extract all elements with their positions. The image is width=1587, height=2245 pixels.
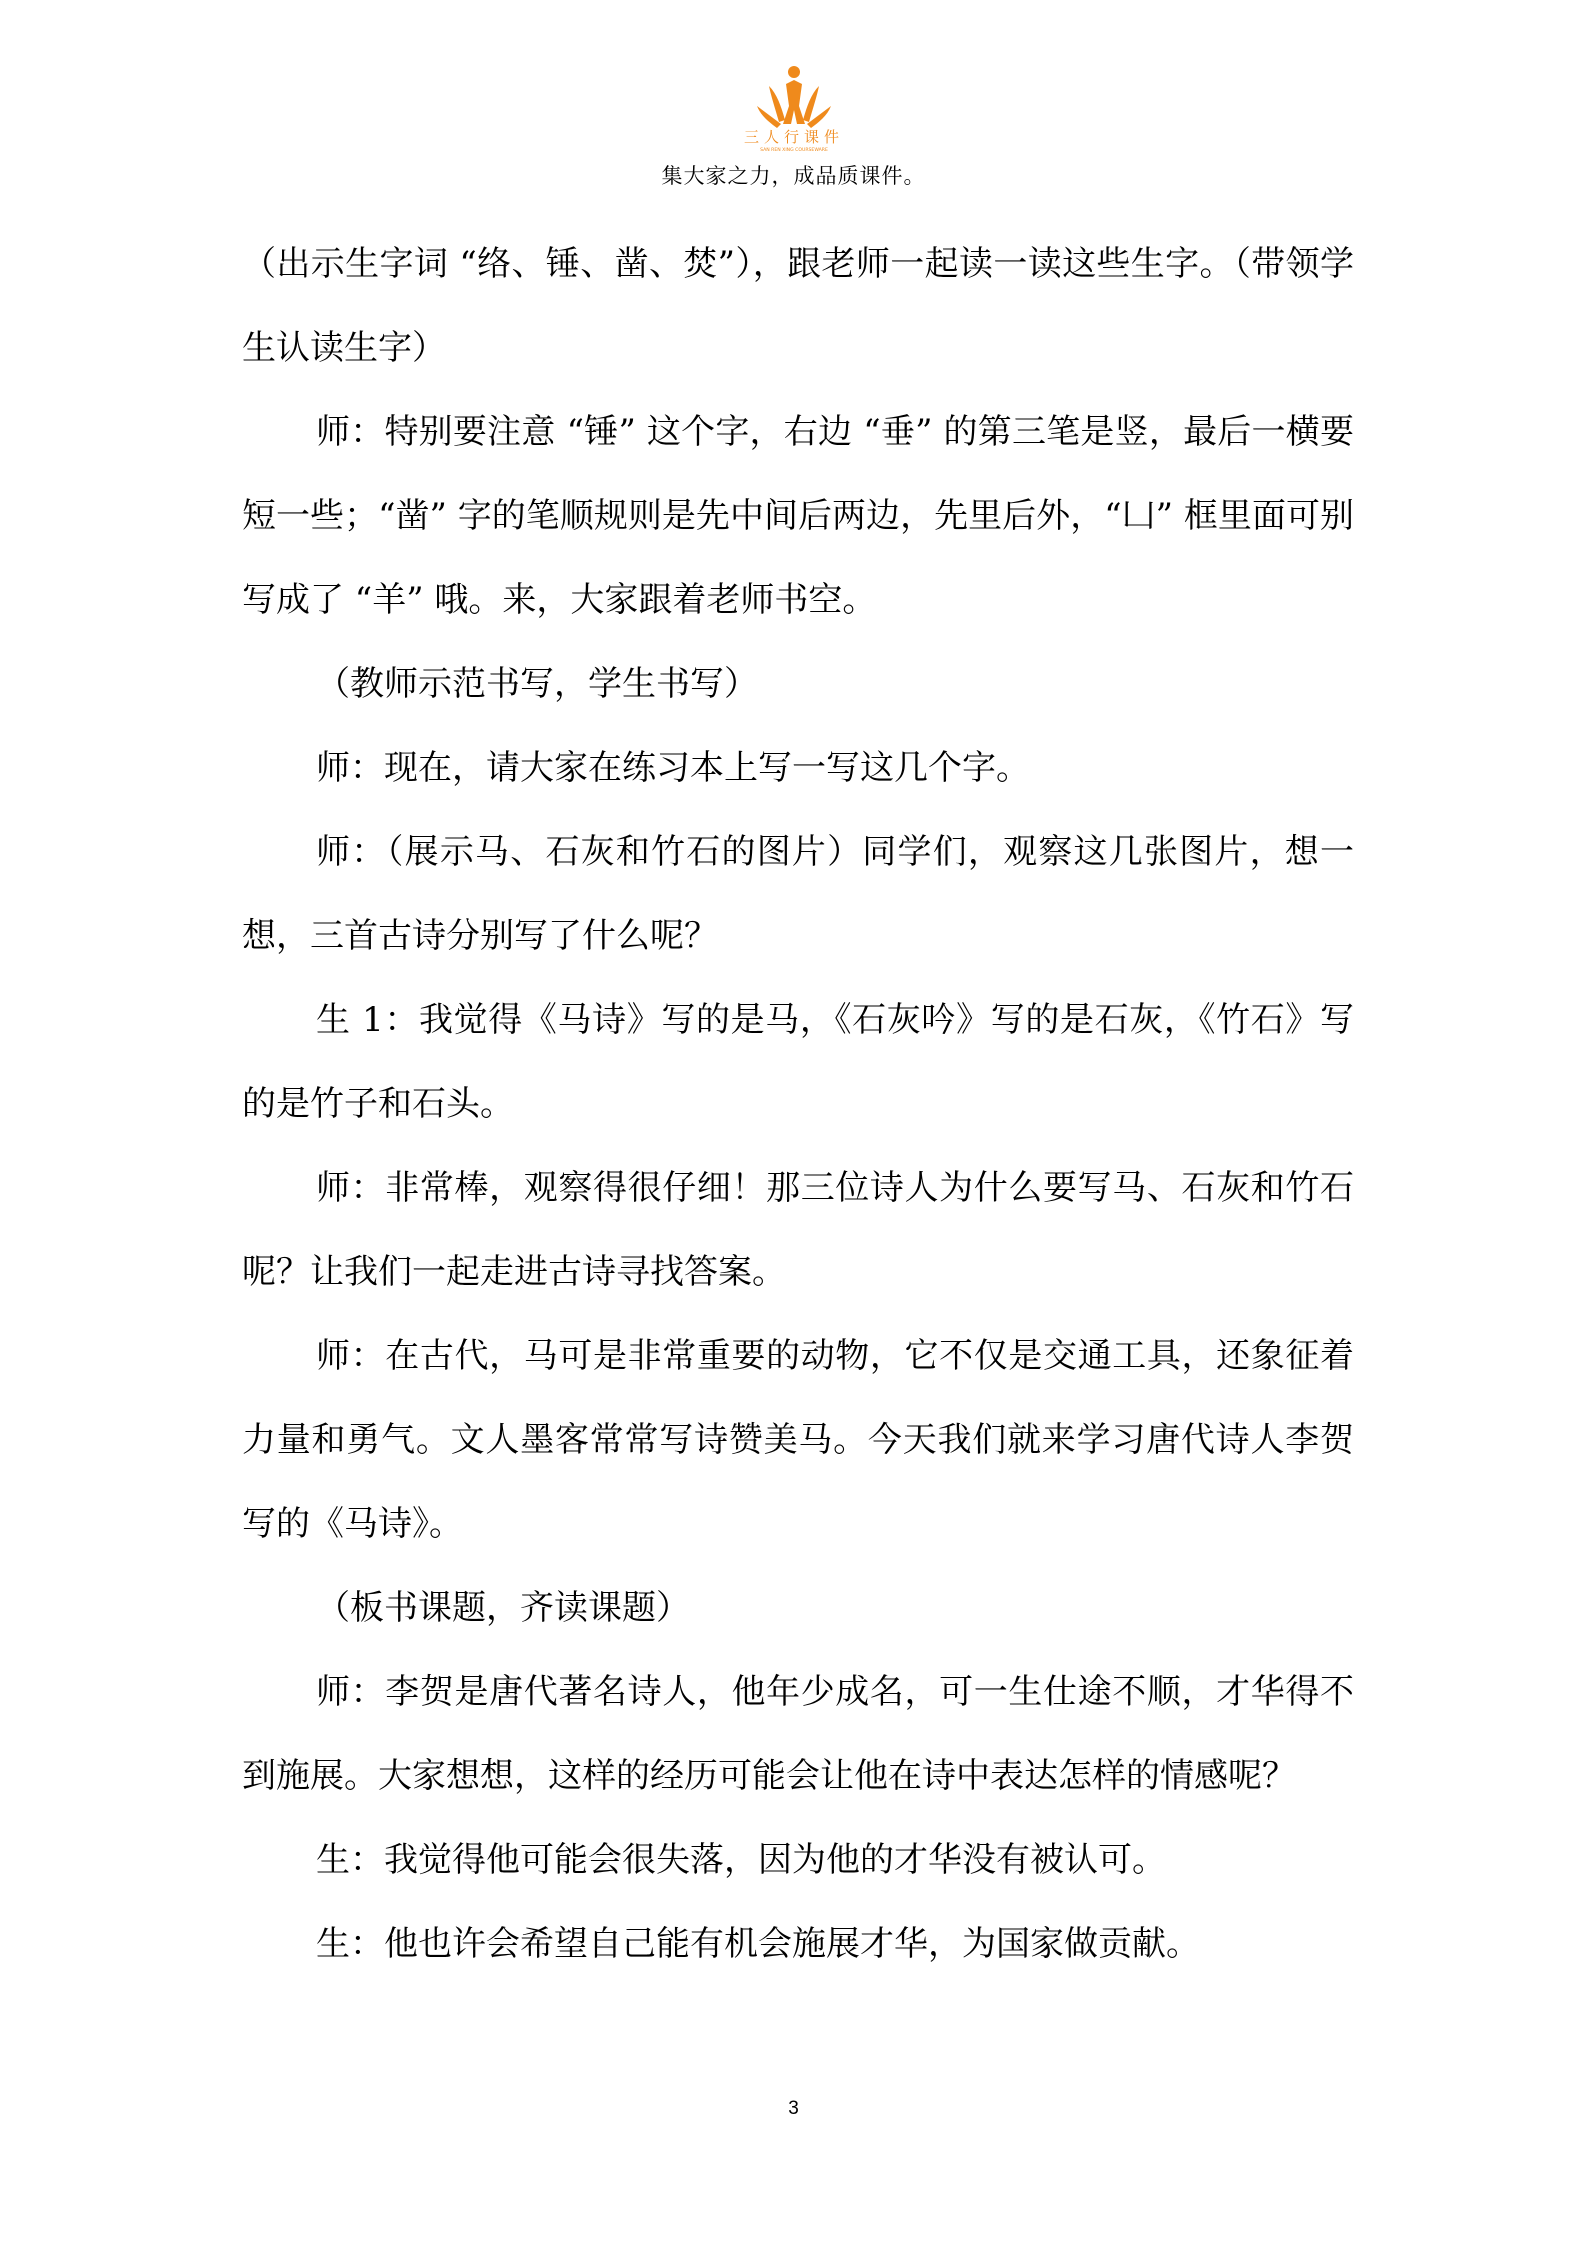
- logo-text: 三人行课件: [743, 128, 844, 146]
- paragraph: 师：非常棒，观察得很仔细！那三位诗人为什么要写马、石灰和竹石呢？让我们一起走进古诗寻找答案。: [242, 1168, 1354, 1292]
- paragraph: （教师示范书写，学生书写）: [316, 664, 758, 704]
- logo-subtext: SAN REN XING COURSEWARE: [759, 148, 828, 153]
- paragraph: （出示生字词 “络、锤、凿、焚”），跟老师一起读一读这些生字。（带领学生认读生字）: [242, 244, 1354, 368]
- paragraph: 师：李贺是唐代著名诗人，他年少成名，可一生仕途不顺，才华得不到施展。大家想想，这样的经历可能会让他在诗中表达怎样的情感呢？: [242, 1672, 1354, 1796]
- document-body: [242, 222, 1354, 1986]
- paragraph: 生 1：我觉得《马诗》写的是马，《石灰吟》写的是石灰，《竹石》写的是竹子和石头。: [242, 1000, 1354, 1124]
- logo-icon: [739, 62, 849, 154]
- paragraph: 生：他也许会希望自己能有机会施展才华，为国家做贡献。: [316, 1924, 1200, 1964]
- paragraph: （板书课题，齐读课题）: [316, 1588, 690, 1628]
- page-number: 3: [788, 2098, 799, 2119]
- paragraph: 生：我觉得他可能会很失落，因为他的才华没有被认可。: [316, 1840, 1166, 1880]
- tagline: 集大家之力，成品质课件。: [661, 164, 926, 188]
- paragraph: 师：（展示马、石灰和竹石的图片）同学们，观察这几张图片，想一想，三首古诗分别写了什么呢？: [242, 832, 1354, 956]
- paragraph: 师：现在，请大家在练习本上写一写这几个字。: [316, 748, 1030, 788]
- paragraph: 师：特别要注意 “锤” 这个字，右边 “垂” 的第三笔是竖，最后一横要短一些；“凿” 字的笔顺规则是先中间后两边，先里后外，“凵” 框里面可别写成了 “羊” 哦。来，大家跟着老师书空。: [242, 412, 1354, 620]
- page-header: [0, 62, 1587, 190]
- paragraph: 师：在古代，马可是非常重要的动物，它不仅是交通工具，还象征着力量和勇气。文人墨客常常写诗赞美马。今天我们就来学习唐代诗人李贺写的《马诗》。: [242, 1336, 1354, 1544]
